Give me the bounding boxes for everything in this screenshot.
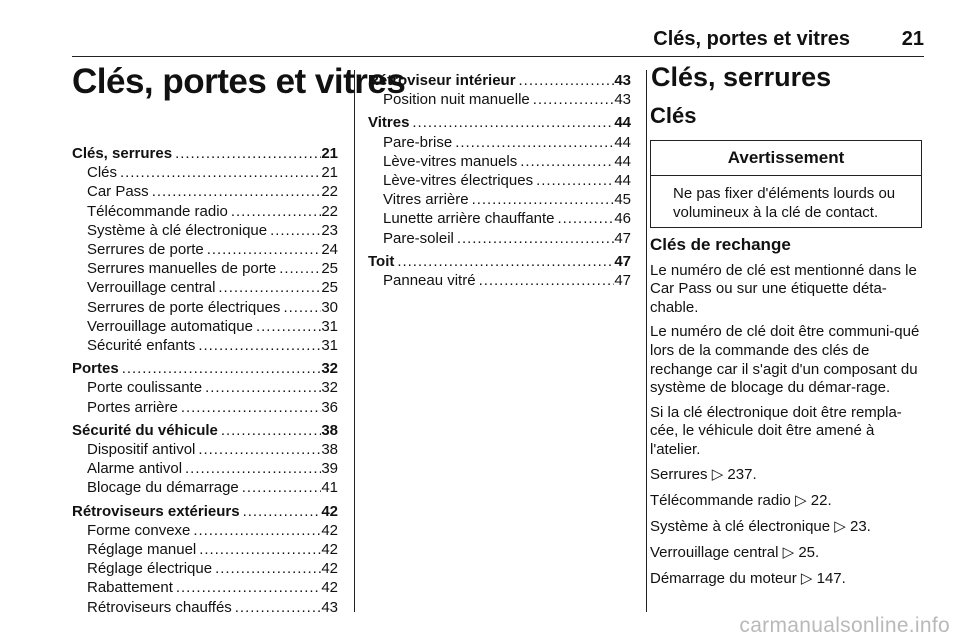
toc-page-number: 41 — [321, 479, 338, 497]
toc-item-label: Lève-vitres électriques — [383, 172, 534, 190]
toc-leader — [276, 259, 321, 278]
toc-item[interactable] — [72, 163, 338, 182]
paragraph: Le numéro de clé est mentionné dans le Car Pass ou sur une étiquette déta-chable. — [650, 261, 917, 316]
cross-reference[interactable]: Serrures ▷ 237. — [650, 465, 757, 483]
spare-keys-heading: Clés de rechange — [650, 235, 791, 254]
toc-page-number: 47 — [614, 229, 631, 247]
toc-leader — [195, 336, 321, 355]
arrow-ref-icon: ▷ — [711, 465, 724, 483]
toc-item-label: Serrures de porte — [87, 241, 204, 259]
toc-item-label: Porte coulissante — [87, 379, 203, 397]
toc-page-number: 44 — [614, 133, 631, 151]
toc-item-label: Réglage électrique — [87, 560, 213, 578]
warning-title: Avertissement — [651, 141, 921, 176]
toc-item[interactable] — [368, 90, 631, 109]
toc-page-number: 42 — [321, 521, 338, 539]
toc-section-label: Toit — [368, 252, 395, 270]
toc-item[interactable] — [368, 209, 631, 228]
toc-item-label: Pare-soleil — [383, 229, 454, 247]
toc-item[interactable] — [72, 378, 338, 397]
toc-page-number: 31 — [321, 317, 338, 335]
toc-item-label: Pare-brise — [383, 133, 453, 151]
toc-page-number: 43 — [614, 72, 631, 89]
toc-item-label: Lunette arrière chauffante — [383, 210, 555, 228]
toc-page-number: 31 — [321, 337, 338, 355]
toc-item[interactable] — [72, 240, 338, 259]
toc-page-number: 25 — [321, 260, 338, 278]
toc-leader — [454, 229, 614, 248]
header-rule — [72, 56, 924, 57]
toc-page-number: 45 — [614, 191, 631, 209]
toc-item[interactable] — [368, 171, 631, 190]
toc-page-number: 21 — [321, 164, 338, 182]
toc-page-number: 39 — [321, 460, 338, 478]
toc-leader — [117, 163, 321, 182]
toc-section-label: Rétroviseur intérieur — [368, 72, 516, 89]
toc-item[interactable] — [368, 229, 631, 248]
toc-item[interactable] — [72, 598, 338, 617]
toc-leader — [280, 298, 321, 317]
toc-item[interactable] — [72, 578, 338, 597]
toc-leader — [218, 421, 321, 440]
arrow-ref-icon: ▷ — [800, 569, 813, 587]
toc-leader — [476, 271, 615, 290]
toc-item-label: Verrouillage automatique — [87, 317, 253, 335]
toc-page-number: 22 — [321, 183, 338, 201]
toc-item-label: Système à clé électronique — [87, 221, 268, 239]
toc-leader — [202, 378, 321, 397]
toc-leader — [196, 540, 321, 559]
toc-page-number: 24 — [321, 241, 338, 259]
toc-section[interactable] — [368, 113, 631, 132]
toc-section-label: Sécurité du véhicule — [72, 421, 218, 439]
toc-page-number: 30 — [321, 298, 338, 316]
chapter-title: Clés, portes et vitres — [72, 62, 406, 101]
toc-page-number: 21 — [321, 145, 338, 162]
toc-item-label: Car Pass — [87, 183, 149, 201]
toc-page-number: 38 — [321, 421, 338, 439]
column-divider-left — [354, 70, 355, 612]
toc-column-left — [72, 144, 338, 617]
toc-item[interactable] — [72, 202, 338, 221]
cross-reference[interactable]: Télécommande radio ▷ 22. — [650, 491, 832, 509]
toc-section-label: Rétroviseurs extérieurs — [72, 502, 240, 520]
arrow-ref-icon: ▷ — [834, 517, 846, 535]
toc-page-number: 36 — [321, 398, 338, 416]
toc-section[interactable] — [72, 421, 338, 440]
toc-item[interactable] — [72, 298, 338, 317]
toc-leader — [409, 113, 614, 132]
toc-item[interactable] — [72, 336, 338, 355]
toc-page-number: 25 — [321, 279, 338, 297]
toc-item-label: Dispositif antivol — [87, 441, 196, 459]
toc-leader — [555, 209, 615, 228]
toc-leader — [239, 478, 322, 497]
toc-item-label: Clés — [87, 164, 118, 182]
toc-item-label: Verrouillage central — [87, 279, 216, 297]
toc-item-label: Sécurité enfants — [87, 337, 196, 355]
toc-leader — [516, 71, 615, 90]
toc-item-label: Vitres arrière — [383, 191, 469, 209]
toc-leader — [172, 144, 321, 163]
toc-item-label: Rabattement — [87, 579, 173, 597]
toc-leader — [232, 598, 322, 617]
warning-box — [650, 140, 922, 228]
toc-item-label: Lève-vitres manuels — [383, 152, 518, 170]
toc-item-label: Alarme antivol — [87, 460, 183, 478]
toc-item[interactable] — [368, 271, 631, 290]
toc-leader — [267, 221, 321, 240]
toc-item-label: Position nuit manuelle — [383, 91, 530, 109]
toc-section[interactable] — [72, 144, 338, 163]
toc-item-label: Blocage du démarrage — [87, 479, 239, 497]
toc-item[interactable] — [72, 440, 338, 459]
section-heading: Clés, serrures — [651, 62, 832, 92]
toc-item[interactable] — [72, 559, 338, 578]
toc-item-label: Forme convexe — [87, 521, 191, 539]
toc-leader — [178, 398, 321, 417]
cross-reference[interactable]: Démarrage du moteur ▷ 147. — [650, 569, 846, 587]
toc-item-label: Télécommande radio — [87, 202, 228, 220]
toc-leader — [240, 502, 322, 521]
toc-item[interactable] — [72, 182, 338, 201]
cross-reference[interactable]: Verrouillage central ▷ 25. — [650, 543, 820, 561]
toc-leader — [149, 182, 322, 201]
toc-section[interactable] — [72, 359, 338, 378]
toc-leader — [517, 152, 614, 171]
arrow-ref-icon: ▷ — [782, 543, 795, 561]
cross-reference[interactable]: Système à clé électronique ▷ 23. — [650, 517, 871, 535]
toc-item-label: Panneau vitré — [383, 272, 476, 290]
toc-leader — [215, 278, 321, 297]
toc-item[interactable] — [72, 521, 338, 540]
arrow-ref-icon: ▷ — [795, 491, 807, 509]
toc-page-number: 23 — [321, 221, 338, 239]
toc-item-label: Rétroviseurs chauffés — [87, 598, 232, 616]
toc-page-number: 43 — [614, 91, 631, 109]
toc-page-number: 22 — [321, 202, 338, 220]
toc-page-number: 32 — [321, 360, 338, 378]
toc-section-label: Clés, serrures — [72, 145, 173, 162]
page-number: 21 — [901, 28, 924, 50]
toc-item-label: Serrures manuelles de porte — [87, 260, 277, 278]
toc-item[interactable] — [72, 540, 338, 559]
running-header-title: Clés, portes et vitres — [653, 28, 850, 50]
toc-section[interactable] — [368, 71, 631, 90]
subsection-heading: Clés — [650, 103, 697, 128]
toc-leader — [530, 90, 615, 109]
toc-page-number: 44 — [614, 152, 631, 170]
toc-item[interactable] — [72, 317, 338, 336]
toc-leader — [533, 171, 614, 190]
toc-section-label: Vitres — [368, 114, 410, 132]
toc-page-number: 44 — [614, 172, 631, 190]
toc-leader — [394, 252, 614, 271]
toc-page-number: 42 — [321, 579, 338, 597]
toc-leader — [452, 133, 614, 152]
toc-item[interactable] — [72, 259, 338, 278]
watermark: carmanualsonline.info — [739, 614, 950, 637]
toc-leader — [253, 317, 321, 336]
toc-leader — [212, 559, 321, 578]
toc-leader — [228, 202, 321, 221]
toc-page-number: 42 — [321, 560, 338, 578]
toc-page-number: 46 — [614, 210, 631, 228]
toc-page-number: 42 — [321, 541, 338, 559]
toc-item[interactable] — [368, 133, 631, 152]
toc-item[interactable] — [72, 459, 338, 478]
toc-page-number: 47 — [614, 272, 631, 290]
warning-text: Ne pas fixer d'éléments lourds ou volumineux à la clé de contact. — [673, 185, 896, 221]
toc-page-number: 43 — [321, 598, 338, 616]
toc-page-number: 32 — [321, 379, 338, 397]
paragraph: Le numéro de clé doit être communi-qué lors de la commande des clés de rechange car il s'agit d'un composant du système de blocage du démar-rage. — [650, 323, 920, 397]
toc-item-label: Serrures de porte électriques — [87, 298, 281, 316]
toc-item[interactable] — [72, 478, 338, 497]
toc-page-number: 44 — [614, 114, 631, 132]
toc-leader — [119, 359, 322, 378]
toc-page-number: 42 — [321, 502, 338, 520]
toc-page-number: 38 — [321, 441, 338, 459]
toc-leader — [182, 459, 321, 478]
toc-leader — [190, 521, 321, 540]
paragraph: Si la clé électronique doit être rempla-cée, le véhicule doit être amené à l'atelier. — [650, 403, 902, 458]
toc-leader — [204, 240, 322, 259]
toc-leader — [469, 190, 615, 209]
column-divider-right — [646, 70, 647, 612]
toc-section-label: Portes — [72, 360, 119, 378]
toc-item-label: Réglage manuel — [87, 541, 197, 559]
toc-section[interactable] — [72, 502, 338, 521]
toc-item[interactable] — [72, 398, 338, 417]
toc-section[interactable] — [368, 252, 631, 271]
toc-column-middle — [368, 71, 631, 290]
toc-item[interactable] — [368, 190, 631, 209]
toc-item-label: Portes arrière — [87, 398, 178, 416]
toc-page-number: 47 — [614, 252, 631, 270]
toc-item[interactable] — [72, 278, 338, 297]
toc-leader — [173, 578, 321, 597]
toc-item[interactable] — [368, 152, 631, 171]
toc-leader — [195, 440, 321, 459]
body-text — [650, 236, 926, 596]
toc-item[interactable] — [72, 221, 338, 240]
